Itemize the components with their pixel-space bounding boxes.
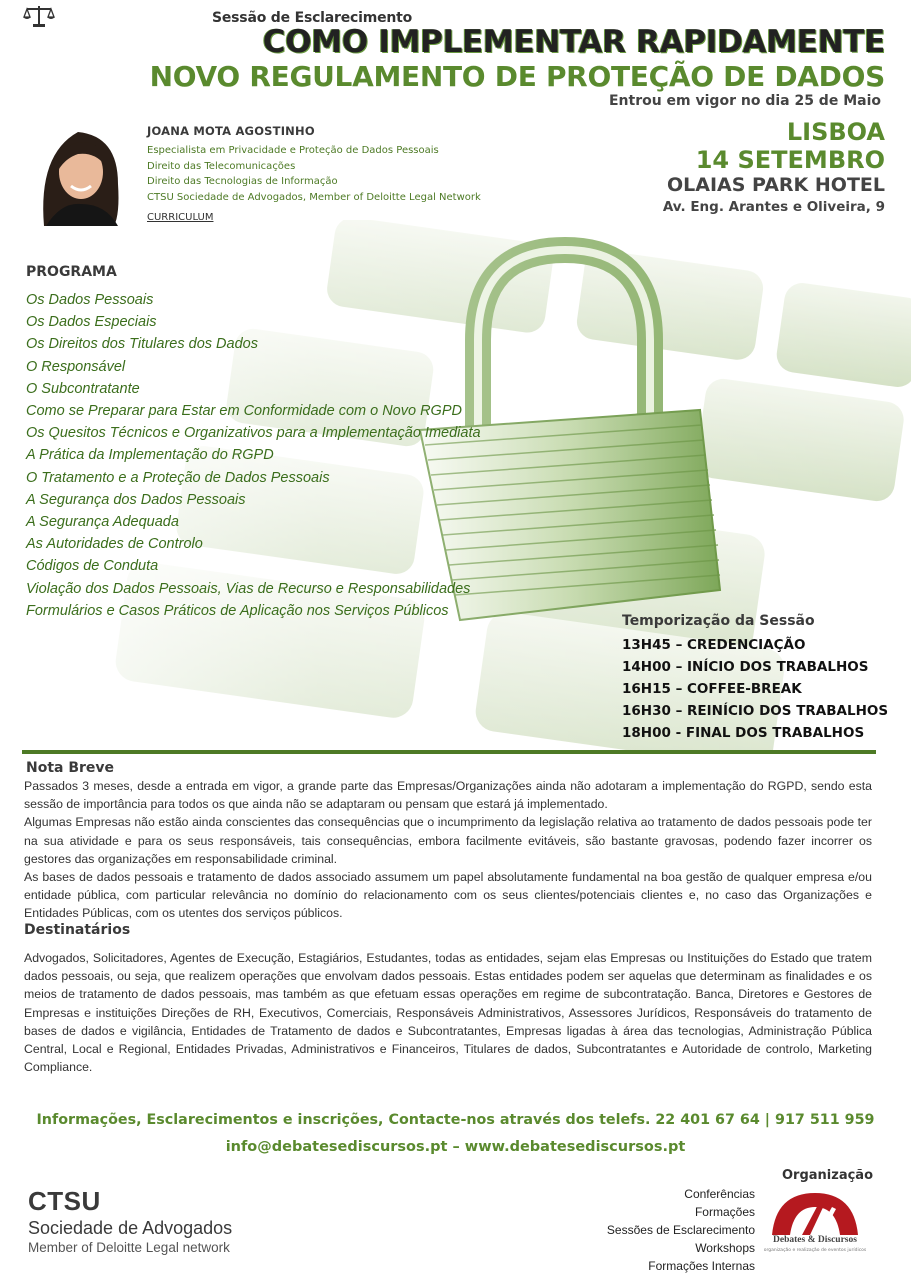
schedule-item: 18H00 - FINAL DOS TRABALHOS <box>622 725 865 741</box>
program-item: A Segurança dos Dados Pessoais <box>26 491 246 508</box>
program-item: Violação dos Dados Pessoais, Vias de Recurso e Responsabilidades <box>26 580 471 597</box>
program-list <box>26 289 481 622</box>
contact-email-web[interactable]: info@debatesediscursos.pt – www.debatesediscursos.pt <box>225 1139 686 1155</box>
speaker-title: CTSU Sociedade de Advogados, Member of Deloitte Legal Network <box>147 191 481 203</box>
program-item: Os Direitos dos Titulares dos Dados <box>26 336 258 353</box>
nota-breve-paragraph: Passados 3 meses, desde a entrada em vigor, a grande parte das Empresas/Organizações ainda não adotaram a implementação do RGPD, sendo esta sessão de importância para todos os que ainda não se adaptaram ou pensam que estará já implementado. <box>24 779 872 812</box>
title-line-2: NOVO REGULAMENTO DE PROTEÇÃO DE DADOS <box>149 60 885 93</box>
organizer-logo-tagline: organização e realização de eventos jurídicos <box>763 1248 867 1253</box>
program-item: As Autoridades de Controlo <box>26 536 203 553</box>
contact-phones: Informações, Esclarecimentos e inscrições, Contacte-nos através dos telefs. 22 401 67 64 | 917 511 959 <box>36 1112 875 1128</box>
program-item: Os Dados Pessoais <box>26 292 154 308</box>
program-item: Formulários e Casos Práticos de Aplicação nos Serviços Públicos <box>26 602 449 619</box>
speaker-info <box>147 124 481 225</box>
organizer-logo-name: Debates & Discursos <box>773 1235 857 1245</box>
subtitle: Entrou em vigor no dia 25 de Maio <box>608 93 881 109</box>
service-item: Formações Internas <box>648 1259 755 1273</box>
ctsu-name: CTSU <box>28 1186 101 1216</box>
schedule-item: 13H45 – CREDENCIAÇÃO <box>622 637 806 653</box>
program-item: Códigos de Conduta <box>26 558 159 575</box>
service-item: Sessões de Esclarecimento <box>606 1223 755 1237</box>
ctsu-logo <box>28 1186 232 1257</box>
speaker-photo <box>26 114 132 226</box>
ctsu-subtitle: Sociedade de Advogados <box>28 1218 233 1238</box>
program-item: O Tratamento e a Proteção de Dados Pessoais <box>26 469 330 486</box>
scales-of-justice-icon <box>22 4 56 28</box>
program-item: O Responsável <box>26 358 126 375</box>
program-item: Como se Preparar para Estar em Conformidade com o Novo RGPD <box>26 403 462 420</box>
curriculum-link[interactable]: CURRICULUM <box>147 212 214 223</box>
nota-breve-paragraph: As bases de dados pessoais e tratamento de dados associado assumem um papel absolutamente fundamental na boa gestão de qualquer empresa e/ou entidade pública, com particular relevância no domínio do relacionamento com os seus clientes/potenciais clientes e, no caso das Organizações e Entidades Públicas, com os utentes dos serviços públicos. <box>24 870 872 921</box>
event-date: 14 SETEMBRO <box>695 146 885 174</box>
service-item: Formações <box>694 1205 755 1219</box>
ctsu-tagline: Member of Deloitte Legal network <box>28 1240 230 1255</box>
speaker-title: Direito das Tecnologias de Informação <box>147 176 338 187</box>
nota-breve-paragraph: Algumas Empresas não estão ainda conscientes das consequências que o incumprimento da legislação relativa ao tratamento de dados pessoais pode ter na sua atividade e para os seus responsáveis, tais consequências, embora facilmente evitáveis, são bastante gravosas, podendo fazer incorrer os gestores das organizações em responsabilidade criminal. <box>24 815 872 866</box>
event-address: Av. Eng. Arantes e Oliveira, 9 <box>662 199 885 215</box>
schedule-title: Temporização da Sessão <box>622 613 815 629</box>
destinatarios-text: Advogados, Solicitadores, Agentes de Execução, Estagiários, Estudantes, todas as entidades, sejam elas Empresas ou Instituições do Estado que tratem dados pessoais, ou seja, que realizem operações que envolvam dados pessoais. Estas entidades podem ser aquelas que determinam as finalidades e os meios de tratamento de dados pessoais, mas também as que efetuam essas operações em regime de subcontratação. Banca, Diretores e Gestores de Empresas e instituições Direções de RH, Executivos, Comerciais, Responsáveis Administrativos, Assessores Jurídicos, Responsáveis do tratamento de bases de dados e vigilância, Entidades de Tratamento de dados e Subcontratantes, Empresas ligadas à área das tecnologias, Administração Pública Central, Local e Regional, Entidades Privadas, Administrativos e Financeiros, Titulares de dados, Subcontratantes e Autoridade de controlo, Marketing Compliance. <box>24 951 872 1075</box>
organizer-services <box>607 1185 755 1275</box>
program-item: A Prática da Implementação do RGPD <box>26 447 274 464</box>
service-item: Workshops <box>695 1241 755 1255</box>
program-item: Os Quesitos Técnicos e Organizativos para a Implementação Imediata <box>26 425 481 442</box>
event-city: LISBOA <box>786 118 885 146</box>
program-item: O Subcontratante <box>26 380 140 397</box>
schedule-item: 16H30 – REINÍCIO DOS TRABALHOS <box>622 703 889 719</box>
pre-title: Sessão de Esclarecimento <box>212 10 413 26</box>
title-line-1: COMO IMPLEMENTAR RAPIDAMENTE <box>262 24 885 60</box>
speaker-name: JOANA MOTA AGOSTINHO <box>147 124 315 138</box>
speaker-title: Direito das Telecomunicações <box>147 160 296 172</box>
program-title: PROGRAMA <box>26 264 117 280</box>
schedule-item: 14H00 – INÍCIO DOS TRABALHOS <box>622 659 869 675</box>
nota-breve-title: Nota Breve <box>26 760 115 776</box>
section-divider <box>22 750 876 754</box>
program-item: Os Dados Especiais <box>26 314 157 331</box>
schedule-list <box>622 634 888 744</box>
event-venue: OLAIAS PARK HOTEL <box>667 174 885 196</box>
service-item: Conferências <box>684 1187 755 1201</box>
speaker-title: Especialista em Privacidade e Proteção de Dados Pessoais <box>147 145 439 156</box>
organizer-title: Organização <box>782 1168 873 1183</box>
program-item: A Segurança Adequada <box>26 514 179 531</box>
nota-breve-text <box>24 777 872 923</box>
schedule-item: 16H15 – COFFEE-BREAK <box>622 681 802 697</box>
destinatarios-title: Destinatários <box>24 922 131 938</box>
